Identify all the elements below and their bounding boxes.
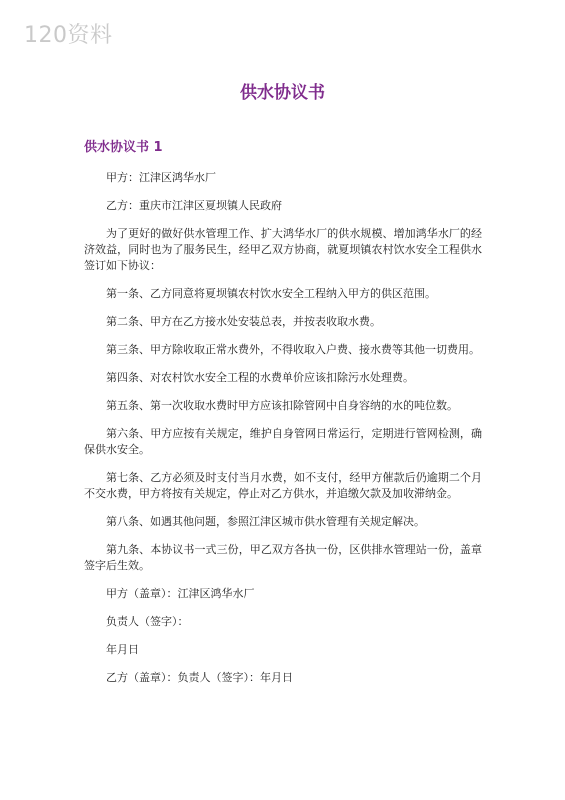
- article-1: 第一条、乙方同意将夏坝镇农村饮水安全工程纳入甲方的供区范围。: [106, 287, 436, 300]
- document-title: 供水协议书: [240, 83, 325, 103]
- article-7: 第七条、乙方必须及时支付当月水费，如不支付，经甲方催款后仍逾期二个月不交水费，甲方将按有关规定，停止对乙方供水，并追缴欠款及加收滞纳金。: [84, 471, 482, 500]
- article-8: 第八条、如遇其他问题，参照江津区城市供水管理有关规定解决。: [106, 515, 425, 528]
- party-a-line: 甲方：江津区鸿华水厂: [106, 171, 216, 184]
- document-body: [84, 170, 482, 698]
- article-5: 第五条、第一次收取水费时甲方应该扣除管网中自身容纳的水的吨位数。: [106, 399, 458, 412]
- article-6: 第六条、甲方应按有关规定，维护自身管网日常运行，定期进行管网检测，确保供水安全。: [84, 427, 482, 456]
- article-3: 第三条、甲方除收取正常水费外，不得收取入户费、接水费等其他一切费用。: [106, 343, 480, 356]
- section-heading: 供水协议书 1: [84, 140, 163, 155]
- date-line: 年月日: [106, 643, 139, 656]
- party-b-seal-line: 乙方（盖章）：负责人（签字）：年月日: [106, 671, 293, 684]
- party-b-line: 乙方：重庆市江津区夏坝镇人民政府: [106, 199, 282, 212]
- watermark-logo: 120资料: [24, 23, 113, 48]
- signatory-line: 负责人（签字）：: [106, 615, 189, 628]
- article-2: 第二条、甲方在乙方接水处安装总表，并按表收取水费。: [106, 315, 381, 328]
- preamble-paragraph: 为了更好的做好供水管理工作、扩大鸿华水厂的供水规模、增加鸿华水厂的经济效益，同时也为了服务民生，经甲乙双方协商，就夏坝镇农村饮水安全工程供水签订如下协议：: [84, 227, 482, 272]
- article-4: 第四条、对农村饮水安全工程的水费单价应该扣除污水处理费。: [106, 371, 414, 384]
- article-9: 第九条、本协议书一式三份，甲乙双方各执一份，区供排水管理站一份，盖章签字后生效。: [84, 543, 482, 572]
- party-a-seal-line: 甲方（盖章）：江津区鸿华水厂: [106, 587, 255, 600]
